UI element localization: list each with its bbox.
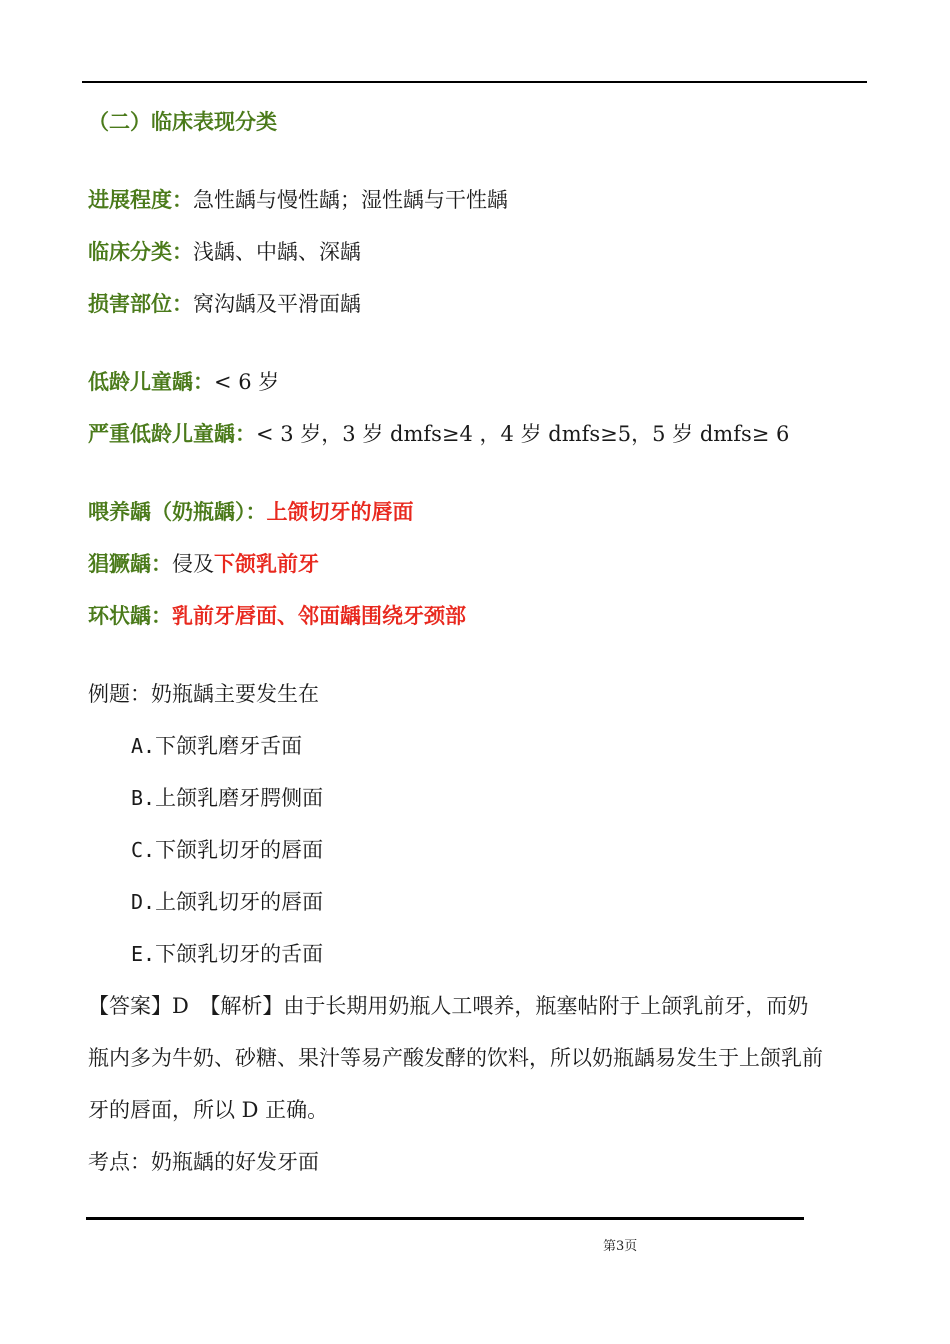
option-text: 下颌乳磨牙舌面 bbox=[155, 734, 303, 758]
text: < 3 岁，3 岁 dmfs≥4 ，4 岁 dmfs≥5，5 岁 dmfs≥ 6 bbox=[256, 422, 790, 446]
option-letter: E. bbox=[131, 942, 156, 966]
highlight: 上颌切牙的唇面 bbox=[266, 499, 414, 524]
label: 低龄儿童龋： bbox=[88, 369, 214, 394]
option-e bbox=[131, 940, 323, 968]
option-letter: B. bbox=[131, 786, 156, 810]
label: 喂养龋（奶瓶龋）： bbox=[88, 499, 267, 524]
type-circular-caries bbox=[88, 602, 466, 630]
highlight: 乳前牙唇面、邻面龋围绕牙颈部 bbox=[172, 603, 466, 628]
key-point: 考点：奶瓶龋的好发牙面 bbox=[88, 1150, 319, 1174]
option-c bbox=[131, 836, 323, 864]
label: 损害部位： bbox=[88, 291, 193, 316]
option-b bbox=[131, 784, 323, 812]
classification-clinical bbox=[88, 238, 361, 266]
option-a bbox=[131, 732, 302, 760]
option-text: 上颌乳磨牙腭侧面 bbox=[155, 786, 324, 810]
type-rampant-caries bbox=[88, 550, 319, 578]
answer-line-2: 瓶内多为牛奶、砂糖、果汁等易产酸发酵的饮料，所以奶瓶龋易发生于上颌乳前 bbox=[88, 1046, 823, 1070]
option-letter: C. bbox=[131, 838, 156, 862]
page-number: 第3页 bbox=[603, 1239, 638, 1254]
answer-line-1: 【答案】D 【解析】由于长期用奶瓶人工喂养，瓶塞帖附于上颌乳前牙，而奶 bbox=[88, 994, 809, 1018]
answer-line-3: 牙的唇面，所以 D 正确。 bbox=[88, 1098, 329, 1122]
option-letter: A. bbox=[131, 734, 156, 758]
option-d bbox=[131, 888, 323, 916]
label: 进展程度： bbox=[88, 187, 193, 212]
section-heading: （二）临床表现分类 bbox=[88, 109, 277, 134]
prefix: 侵及 bbox=[172, 552, 214, 576]
option-text: 下颌乳切牙的舌面 bbox=[155, 942, 324, 966]
option-text: 上颌乳切牙的唇面 bbox=[155, 890, 324, 914]
footer-rule bbox=[86, 1217, 804, 1220]
option-letter: D. bbox=[131, 890, 156, 914]
text: 窝沟龋及平滑面龋 bbox=[193, 292, 361, 316]
text: < 6 岁 bbox=[214, 370, 280, 394]
header-rule bbox=[82, 81, 867, 83]
classification-site bbox=[88, 290, 361, 318]
classification-progress bbox=[88, 186, 508, 214]
type-feeding-caries bbox=[88, 498, 414, 526]
option-text: 下颌乳切牙的唇面 bbox=[155, 838, 324, 862]
early-childhood-caries bbox=[88, 368, 279, 396]
label: 临床分类： bbox=[88, 239, 193, 264]
severe-early-childhood-caries bbox=[88, 420, 789, 448]
text: 浅龋、中龋、深龋 bbox=[193, 240, 361, 264]
label: 环状龋： bbox=[88, 603, 172, 628]
label: 严重低龄儿童龋： bbox=[88, 421, 256, 446]
highlight: 下颌乳前牙 bbox=[214, 551, 319, 576]
question-stem: 例题：奶瓶龋主要发生在 bbox=[88, 682, 319, 706]
label: 猖獗龋： bbox=[88, 551, 172, 576]
text: 急性龋与慢性龋；湿性龋与干性龋 bbox=[193, 188, 508, 212]
